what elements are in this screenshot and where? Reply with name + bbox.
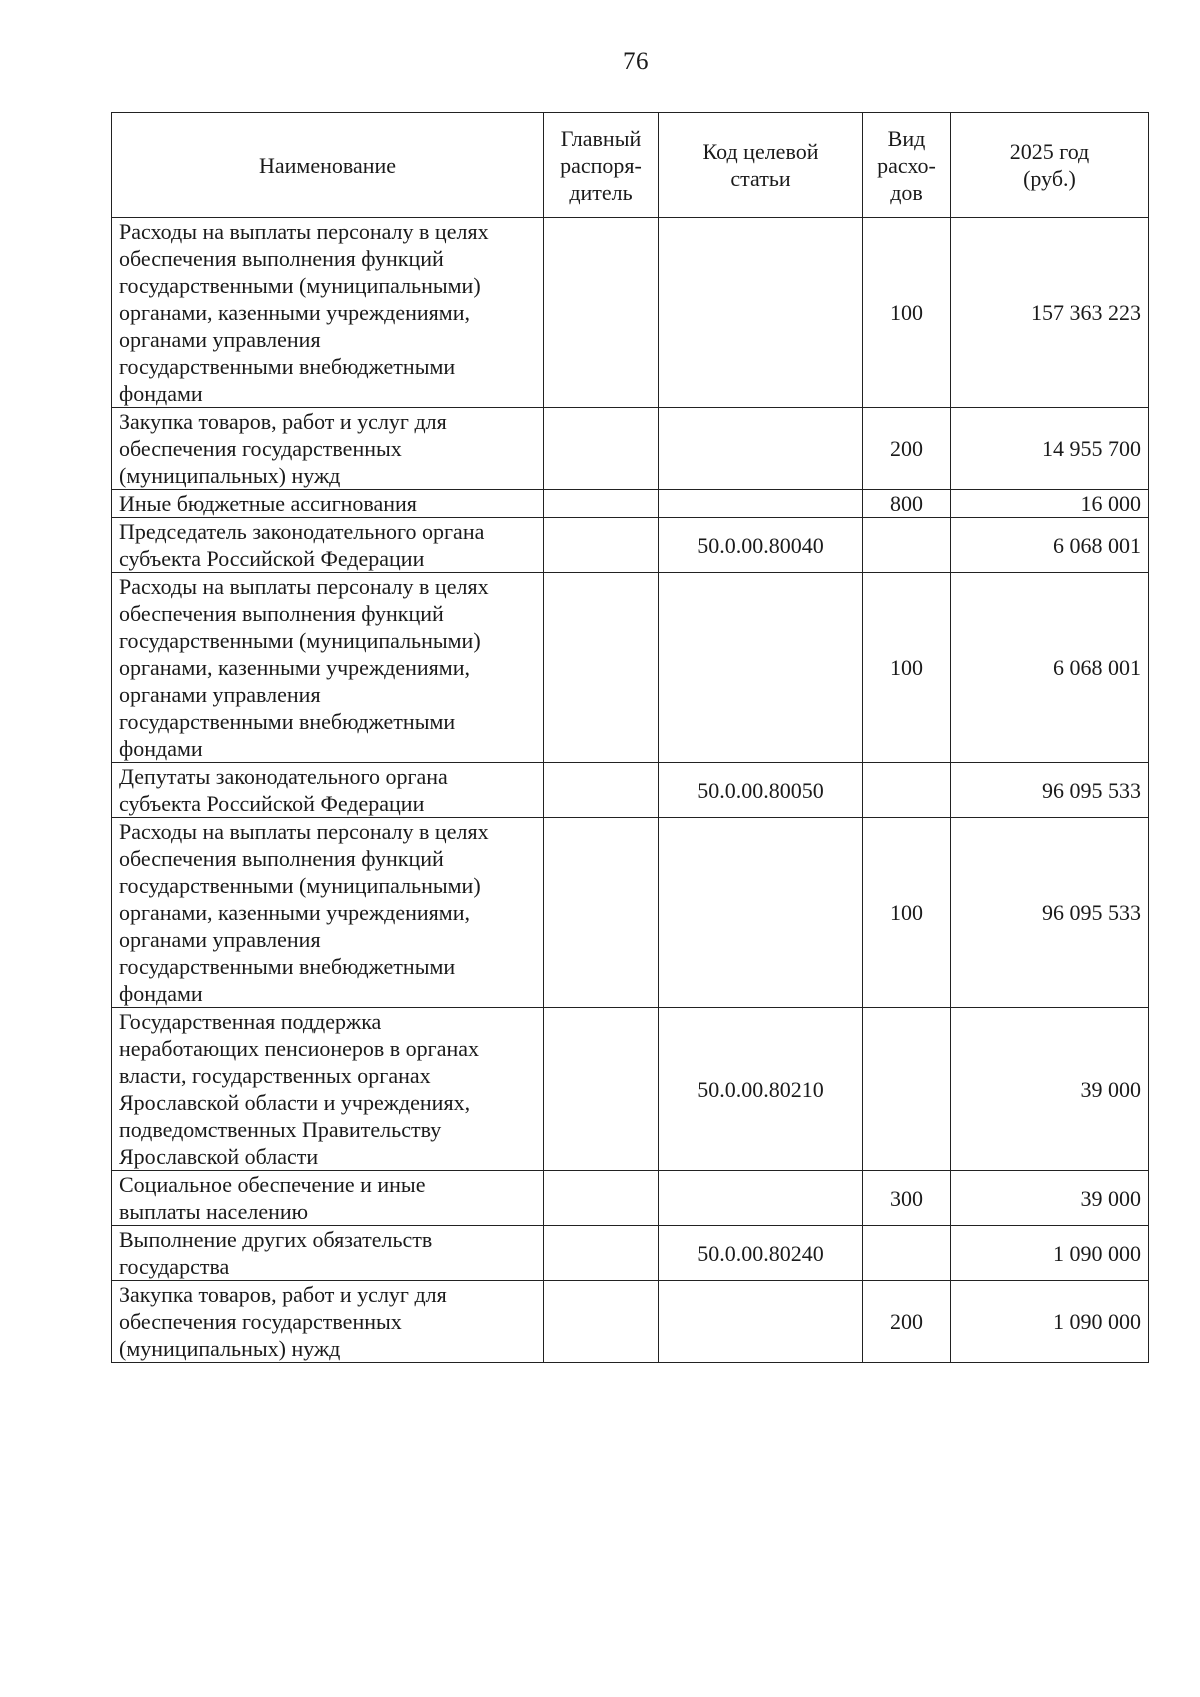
table-row <box>112 1226 1149 1281</box>
row-amount-cell: 6 068 001 <box>951 573 1149 763</box>
header-main-manager <box>544 113 659 218</box>
row-name-cell: Депутаты законодательного органа субъекта Российской Федерации <box>112 763 544 818</box>
table-row <box>112 218 1149 408</box>
row-expense-type-cell: 100 <box>863 573 951 763</box>
row-main-manager-cell <box>544 818 659 1008</box>
header-amount-2025 <box>951 113 1149 218</box>
row-amount-cell: 96 095 533 <box>951 818 1149 1008</box>
row-main-manager-cell <box>544 763 659 818</box>
table-row <box>112 490 1149 518</box>
row-target-code-cell: 50.0.00.80050 <box>659 763 863 818</box>
row-main-manager-cell <box>544 573 659 763</box>
row-amount-cell: 1 090 000 <box>951 1281 1149 1363</box>
row-main-manager-cell <box>544 490 659 518</box>
page-number: 76 <box>623 48 649 75</box>
row-name-cell: Социальное обеспечение и иные выплаты населению <box>112 1171 544 1226</box>
row-amount-cell: 39 000 <box>951 1171 1149 1226</box>
row-name-cell: Председатель законодательного органа субъекта Российской Федерации <box>112 518 544 573</box>
row-expense-type-cell: 100 <box>863 218 951 408</box>
row-amount-cell: 39 000 <box>951 1008 1149 1171</box>
row-main-manager-cell <box>544 218 659 408</box>
row-target-code-cell: 50.0.00.80210 <box>659 1008 863 1171</box>
table-row <box>112 573 1149 763</box>
header-name-label: Наименование <box>258 152 397 178</box>
row-name-cell: Расходы на выплаты персоналу в целях обеспечения выполнения функций государственными (муниципальными) органами, казенными учреждениями, органами управления государственными внебюджетными фондами <box>112 818 544 1008</box>
row-name-cell: Государственная поддержка неработающих пенсионеров в органах власти, государственных органах Ярославской области и учреждениях, подведомственных Правительству Ярославской области <box>112 1008 544 1171</box>
row-expense-type-cell: 200 <box>863 1281 951 1363</box>
table-row <box>112 763 1149 818</box>
header-expense-type <box>863 113 951 218</box>
table-row <box>112 1008 1149 1171</box>
row-main-manager-cell <box>544 1008 659 1171</box>
row-amount-cell: 14 955 700 <box>951 408 1149 490</box>
header-amount-2025-label: 2025 год (руб.) <box>1009 139 1090 191</box>
row-target-code-cell <box>659 1171 863 1226</box>
row-amount-cell: 96 095 533 <box>951 763 1149 818</box>
row-amount-cell: 16 000 <box>951 490 1149 518</box>
row-name-cell: Закупка товаров, работ и услуг для обеспечения государственных (муниципальных) нужд <box>112 408 544 490</box>
table-row <box>112 1281 1149 1363</box>
row-name-cell: Иные бюджетные ассигнования <box>112 490 544 518</box>
table-row <box>112 518 1149 573</box>
row-target-code-cell: 50.0.00.80240 <box>659 1226 863 1281</box>
row-target-code-cell: 50.0.00.80040 <box>659 518 863 573</box>
row-amount-cell: 1 090 000 <box>951 1226 1149 1281</box>
row-expense-type-cell <box>863 1226 951 1281</box>
table-row <box>112 408 1149 490</box>
row-main-manager-cell <box>544 1226 659 1281</box>
row-name-cell: Выполнение других обязательств государства <box>112 1226 544 1281</box>
row-main-manager-cell <box>544 1171 659 1226</box>
budget-table <box>111 112 1149 1363</box>
row-amount-cell: 157 363 223 <box>951 218 1149 408</box>
row-expense-type-cell <box>863 763 951 818</box>
row-expense-type-cell <box>863 1008 951 1171</box>
row-main-manager-cell <box>544 408 659 490</box>
row-expense-type-cell: 100 <box>863 818 951 1008</box>
row-target-code-cell <box>659 818 863 1008</box>
row-expense-type-cell: 200 <box>863 408 951 490</box>
header-main-manager-label: Главный распоря- дитель <box>560 125 642 205</box>
header-target-code-label: Код целевой статьи <box>702 139 819 191</box>
row-amount-cell: 6 068 001 <box>951 518 1149 573</box>
header-expense-type-label: Вид расхо- дов <box>877 125 936 205</box>
row-main-manager-cell <box>544 518 659 573</box>
row-main-manager-cell <box>544 1281 659 1363</box>
row-target-code-cell <box>659 218 863 408</box>
table-row <box>112 818 1149 1008</box>
row-target-code-cell <box>659 490 863 518</box>
header-name <box>112 113 544 218</box>
row-expense-type-cell: 800 <box>863 490 951 518</box>
row-expense-type-cell <box>863 518 951 573</box>
row-name-cell: Расходы на выплаты персоналу в целях обеспечения выполнения функций государственными (муниципальными) органами, казенными учреждениями, органами управления государственными внебюджетными фондами <box>112 573 544 763</box>
row-name-cell: Расходы на выплаты персоналу в целях обеспечения выполнения функций государственными (муниципальными) органами, казенными учреждениями, органами управления государственными внебюджетными фондами <box>112 218 544 408</box>
row-target-code-cell <box>659 1281 863 1363</box>
table-row <box>112 1171 1149 1226</box>
row-target-code-cell <box>659 573 863 763</box>
table-header-row <box>112 113 1149 218</box>
row-target-code-cell <box>659 408 863 490</box>
header-target-code <box>659 113 863 218</box>
row-expense-type-cell: 300 <box>863 1171 951 1226</box>
row-name-cell: Закупка товаров, работ и услуг для обеспечения государственных (муниципальных) нужд <box>112 1281 544 1363</box>
